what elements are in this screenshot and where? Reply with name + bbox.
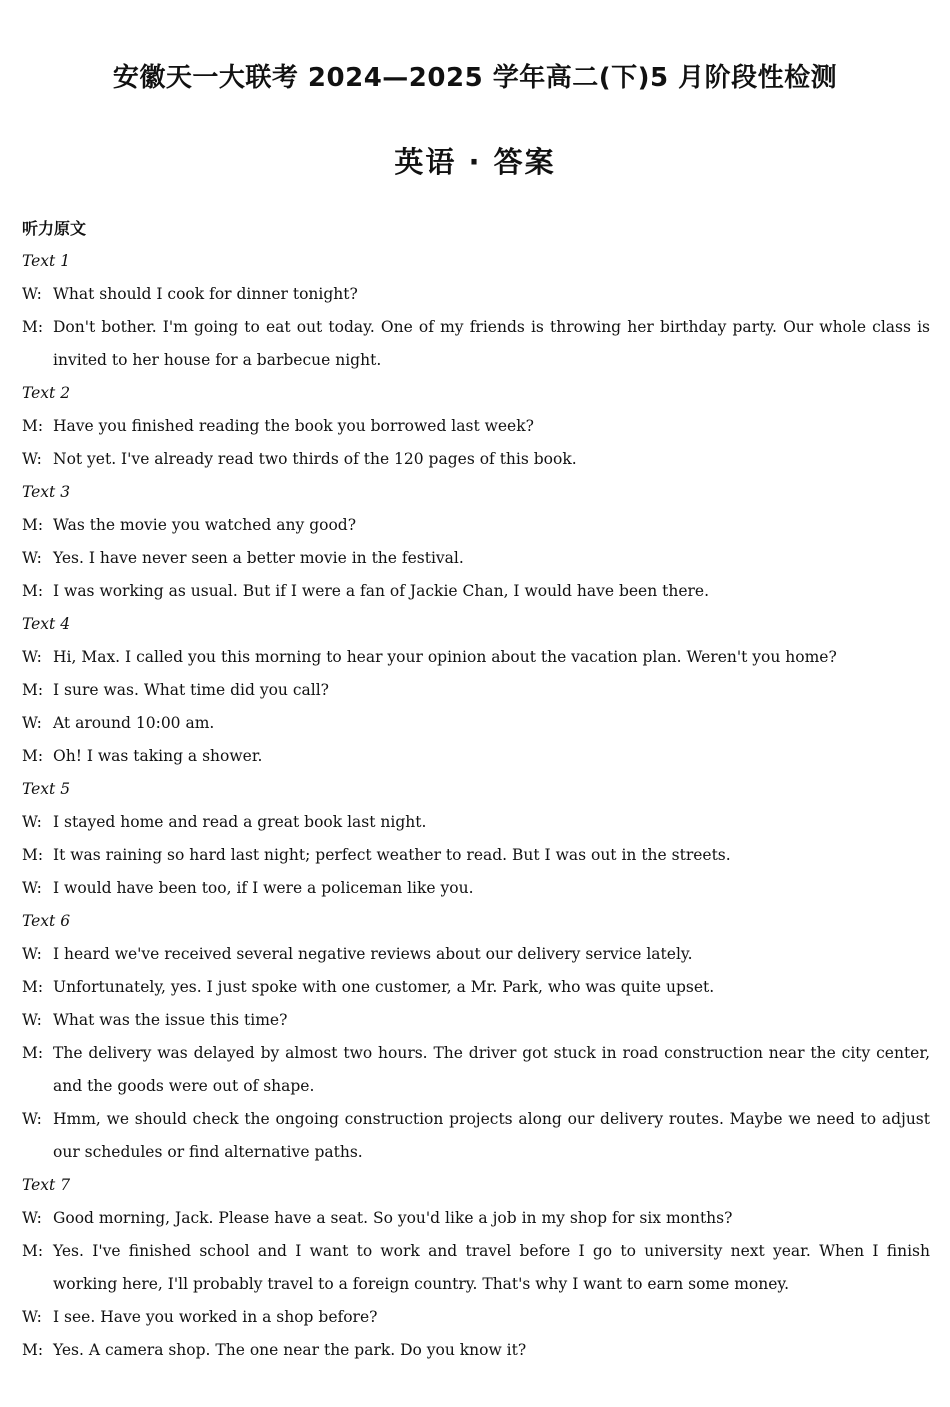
speaker-label: M: xyxy=(22,582,44,600)
utterance-text: At around 10:00 am. xyxy=(53,714,215,732)
speaker-label: W: xyxy=(22,450,42,468)
dialogue-line xyxy=(22,641,930,674)
dialogue-line xyxy=(22,443,930,476)
speaker-label: W: xyxy=(22,1110,42,1128)
utterance-text: Good morning, Jack. Please have a seat. So you'd like a job in my shop for six months? xyxy=(53,1209,733,1227)
utterance-text: Unfortunately, yes. I just spoke with one customer, a Mr. Park, who was quite upset. xyxy=(53,978,715,996)
utterance-text: I sure was. What time did you call? xyxy=(53,681,329,699)
text-label: Text 6 xyxy=(22,912,71,930)
utterance-text: Yes. I've finished school and I want to work and travel before I go to university next year. When I finish working here, I'll probably travel to a foreign country. That's why I want to earn some money. xyxy=(53,1242,930,1293)
text-label: Text 4 xyxy=(22,615,71,633)
utterance-text: The delivery was delayed by almost two hours. The driver got stuck in road construction near the city center, and the goods were out of shape. xyxy=(53,1044,930,1095)
dialogue-line xyxy=(22,278,930,311)
dialogue-line xyxy=(22,938,930,971)
utterance-text: I heard we've received several negative reviews about our delivery service lately. xyxy=(53,945,693,963)
utterance-text: I stayed home and read a great book last night. xyxy=(53,813,427,831)
dialogue-line xyxy=(22,1202,930,1235)
text-label: Text 2 xyxy=(22,384,71,402)
speaker-label: W: xyxy=(22,879,42,897)
speaker-label: W: xyxy=(22,714,42,732)
utterance-text: Hmm, we should check the ongoing construction projects along our delivery routes. Maybe we need to adjust our schedules or find alternative paths. xyxy=(53,1110,930,1161)
speaker-label: M: xyxy=(22,978,44,996)
speaker-label: W: xyxy=(22,285,42,303)
section-heading: 听力原文 xyxy=(22,219,87,238)
speaker-label: W: xyxy=(22,1011,42,1029)
dialogue-line xyxy=(22,542,930,575)
speaker-label: W: xyxy=(22,945,42,963)
utterance-text: Not yet. I've already read two thirds of the 120 pages of this book. xyxy=(53,450,577,468)
dialogue-line xyxy=(22,674,930,707)
text-label: Text 5 xyxy=(22,780,71,798)
dialogue-line xyxy=(22,575,930,608)
text-label: Text 7 xyxy=(22,1176,71,1194)
speaker-label: M: xyxy=(22,318,44,336)
speaker-label: M: xyxy=(22,846,44,864)
utterance-text: It was raining so hard last night; perfect weather to read. But I was out in the streets. xyxy=(53,846,731,864)
page-title: 安徽天一大联考 2024—2025 学年高二(下)5 月阶段性检测 xyxy=(112,63,838,93)
speaker-label: M: xyxy=(22,1242,44,1260)
utterance-text: I was working as usual. But if I were a fan of Jackie Chan, I would have been there. xyxy=(53,582,710,600)
dialogue-line xyxy=(22,707,930,740)
utterance-text: Hi, Max. I called you this morning to hear your opinion about the vacation plan. Weren't you home? xyxy=(53,648,837,666)
utterance-text: What was the issue this time? xyxy=(53,1011,288,1029)
utterance-text: Have you finished reading the book you borrowed last week? xyxy=(53,417,534,435)
dialogue-line xyxy=(22,1004,930,1037)
text-label: Text 3 xyxy=(22,483,71,501)
dialogue-line xyxy=(22,509,930,542)
utterance-text: Oh! I was taking a shower. xyxy=(53,747,263,765)
speaker-label: M: xyxy=(22,681,44,699)
utterance-text: I would have been too, if I were a policeman like you. xyxy=(53,879,474,897)
speaker-label: W: xyxy=(22,549,42,567)
dialogue-line xyxy=(22,410,930,443)
dialogue-line xyxy=(22,839,930,872)
speaker-label: M: xyxy=(22,417,44,435)
dialogue-line xyxy=(22,311,930,377)
speaker-label: W: xyxy=(22,648,42,666)
speaker-label: M: xyxy=(22,1341,44,1359)
speaker-label: W: xyxy=(22,1209,42,1227)
dialogue-line xyxy=(22,806,930,839)
speaker-label: M: xyxy=(22,747,44,765)
dialogue-line xyxy=(22,971,930,1004)
dialogue-line xyxy=(22,1103,930,1169)
transcript-content xyxy=(22,212,930,1367)
utterance-text: What should I cook for dinner tonight? xyxy=(53,285,358,303)
dialogue-line xyxy=(22,1301,930,1334)
dialogue-line xyxy=(22,872,930,905)
page-subtitle: 英语 · 答案 xyxy=(394,145,556,179)
utterance-text: Yes. I have never seen a better movie in the festival. xyxy=(53,549,464,567)
utterance-text: Don't bother. I'm going to eat out today. One of my friends is throwing her birthday party. Our whole class is invited to her house for a barbecue night. xyxy=(53,318,930,369)
text-label: Text 1 xyxy=(22,252,71,270)
speaker-label: M: xyxy=(22,1044,44,1062)
dialogue-line xyxy=(22,1334,930,1367)
speaker-label: W: xyxy=(22,1308,42,1326)
utterance-text: Yes. A camera shop. The one near the park. Do you know it? xyxy=(53,1341,527,1359)
utterance-text: I see. Have you worked in a shop before? xyxy=(53,1308,378,1326)
speaker-label: W: xyxy=(22,813,42,831)
dialogue-line xyxy=(22,740,930,773)
dialogue-line xyxy=(22,1037,930,1103)
utterance-text: Was the movie you watched any good? xyxy=(53,516,357,534)
speaker-label: M: xyxy=(22,516,44,534)
dialogue-line xyxy=(22,1235,930,1301)
